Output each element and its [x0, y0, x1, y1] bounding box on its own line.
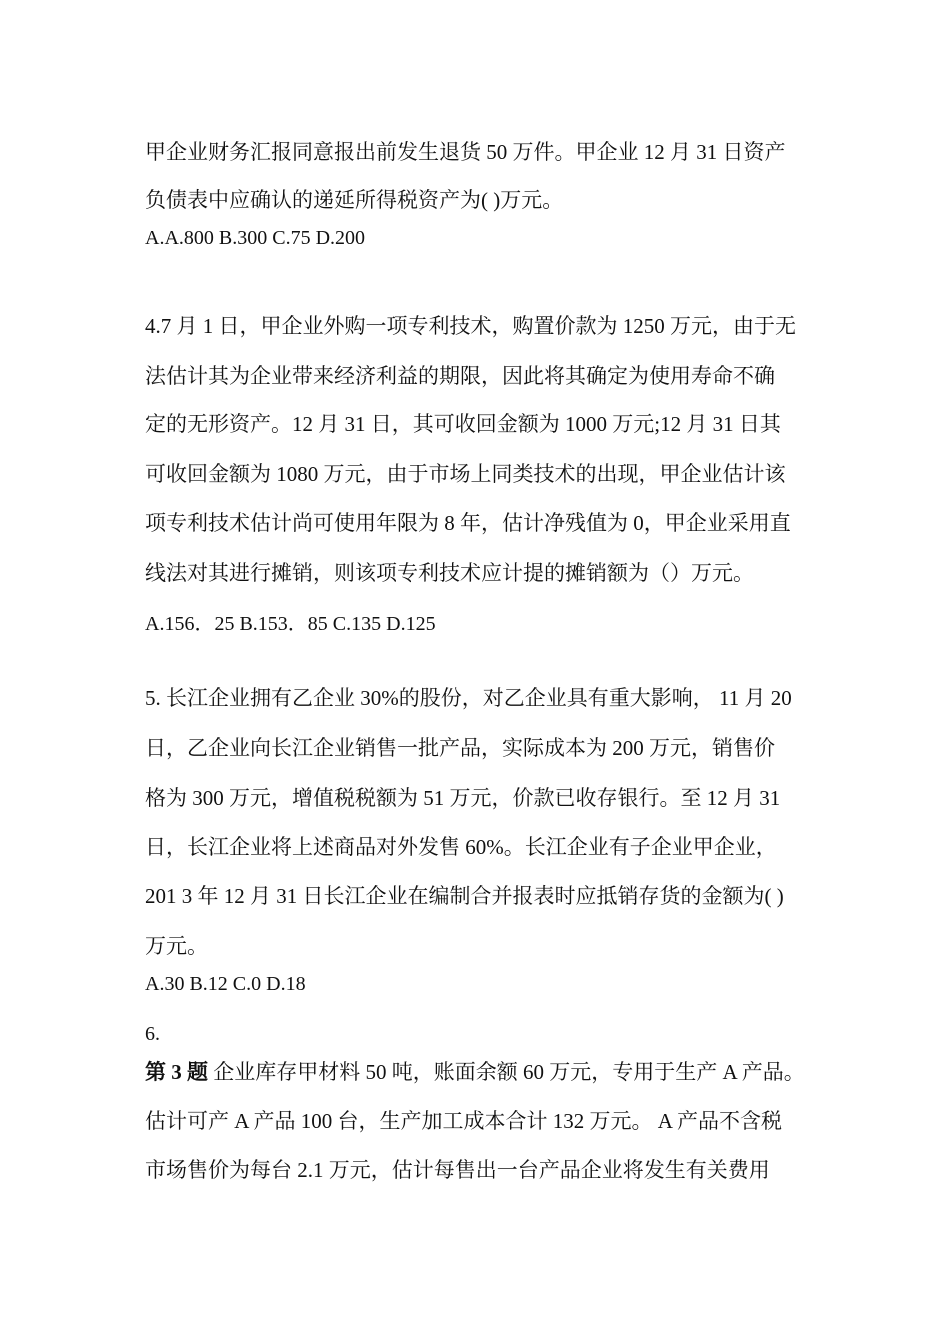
q4-options: A.156．25 B.153．85 C.135 D.125	[145, 613, 436, 635]
q4-text-line-1: 4.7 月 1 日，甲企业外购一项专利技术，购置价款为 1250 万元，由于无	[145, 314, 796, 338]
q4-text-line-4: 可收回金额为 1080 万元，由于市场上同类技术的出现，甲企业估计该	[145, 462, 786, 486]
q4-text-line-2: 法估计其为企业带来经济利益的期限，因此将其确定为使用寿命不确	[145, 364, 775, 388]
q6-number: 6.	[145, 1023, 160, 1045]
q6-label: 第 3 题	[145, 1060, 208, 1084]
q5-text-line-4: 日，长江企业将上述商品对外发售 60%。长江企业有子企业甲企业，	[145, 835, 777, 859]
q3-text-line-1: 甲企业财务汇报同意报出前发生退货 50 万件。甲企业 12 月 31 日资产	[145, 140, 786, 164]
q6-text-line-3: 市场售价为每台 2.1 万元，估计每售出一台产品企业将发生有关费用	[145, 1158, 770, 1182]
q6-text-line-1-rest: 企业库存甲材料 50 吨，账面余额 60 万元，专用于生产 A 产品。	[208, 1060, 805, 1084]
q4-text-line-5: 项专利技术估计尚可使用年限为 8 年，估计净残值为 0，甲企业采用直	[145, 511, 791, 535]
q6-text-line-2: 估计可产 A 产品 100 台，生产加工成本合计 132 万元。 A 产品不含税	[145, 1109, 783, 1133]
q6-text-line-1	[145, 1059, 805, 1085]
q4-text-line-3: 定的无形资产。12 月 31 日，其可收回金额为 1000 万元;12 月 31 日其	[145, 412, 781, 436]
q5-text-line-1: 5. 长江企业拥有乙企业 30%的股份，对乙企业具有重大影响， 11 月 20	[145, 686, 792, 710]
q3-options: A.A.800 B.300 C.75 D.200	[145, 227, 366, 249]
q5-text-line-2: 日，乙企业向长江企业销售一批产品，实际成本为 200 万元，销售价	[145, 736, 775, 760]
q5-options: A.30 B.12 C.0 D.18	[145, 973, 306, 995]
q3-text-line-2: 负债表中应确认的递延所得税资产为( )万元。	[145, 188, 564, 212]
q4-text-line-6: 线法对其进行摊销，则该项专利技术应计提的摊销额为（）万元。	[145, 561, 754, 585]
q5-text-line-6: 万元。	[145, 934, 208, 958]
q5-text-line-5: 201 3 年 12 月 31 日长江企业在编制合并报表时应抵销存货的金额为( )	[145, 884, 784, 908]
q5-text-line-3: 格为 300 万元，增值税税额为 51 万元，价款已收存银行。至 12 月 31	[145, 786, 781, 810]
